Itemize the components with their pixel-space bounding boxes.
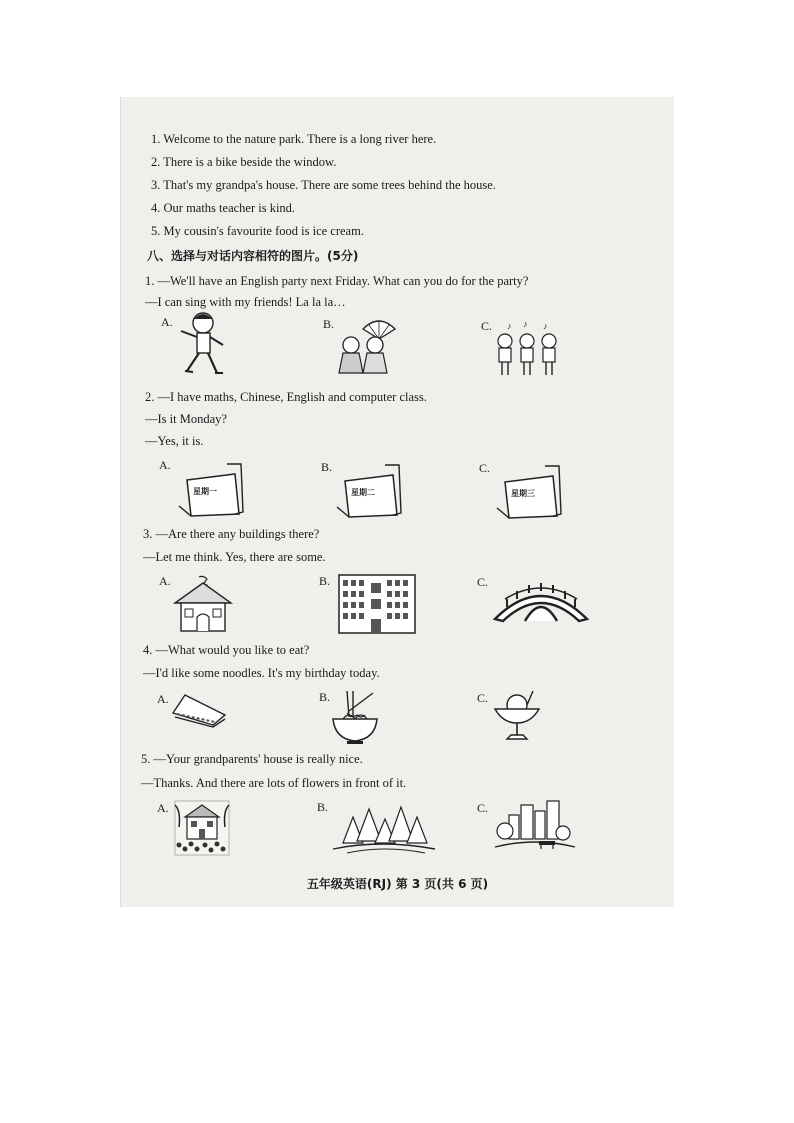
calendar-tuesday-icon	[335, 463, 403, 519]
q4-line-2: —I'd like some noodles. It's my birthday today.	[143, 666, 380, 680]
sandwich-icon	[171, 693, 227, 729]
calendar-label: 星期二	[351, 488, 375, 497]
q1-option-c[interactable]: C.	[481, 319, 493, 333]
q3-line-1: 3. —Are there any buildings there?	[143, 527, 320, 541]
q5-option-b[interactable]: B.	[317, 800, 329, 814]
calendar-monday-icon	[177, 462, 245, 518]
q3-line-2: —Let me think. Yes, there are some.	[143, 550, 326, 564]
stone-bridge-icon	[493, 579, 589, 625]
q2-line-1: 2. —I have maths, Chinese, English and computer class.	[145, 390, 427, 404]
q5-line-1: 5. —Your grandparents' house is really nice.	[141, 752, 363, 766]
q1-line-2: —I can sing with my friends! La la la…	[145, 295, 346, 309]
city-park-icon	[493, 797, 577, 859]
q5-line-2: —Thanks. And there are lots of flowers in front of it.	[141, 776, 407, 790]
statement-2: 2. There is a bike beside the window.	[151, 155, 337, 169]
apartment-building-icon	[337, 573, 417, 635]
q3-option-b[interactable]: B.	[319, 574, 331, 588]
statement-3: 3. That's my grandpa's house. There are some trees behind the house.	[151, 178, 496, 192]
q1-option-b[interactable]: B.	[323, 317, 335, 331]
q4-option-b[interactable]: B.	[319, 690, 331, 704]
calendar-wednesday-icon	[495, 464, 563, 520]
cottage-icon	[173, 575, 235, 635]
q1-option-a[interactable]: A.	[161, 315, 173, 329]
singing-children-icon	[493, 319, 565, 377]
q2-option-b[interactable]: B.	[321, 460, 333, 474]
q4-option-c[interactable]: C.	[477, 691, 489, 705]
pine-forest-icon	[331, 799, 437, 855]
page-footer: 五年级英语(RJ) 第 3 页(共 6 页)	[306, 877, 489, 891]
q2-option-a[interactable]: A.	[159, 458, 171, 472]
q1-line-1: 1. —We'll have an English party next Friday. What can you do for the party?	[145, 274, 529, 288]
section-title: 八、选择与对话内容相符的图片。(5分)	[147, 249, 359, 263]
fan-dancers-icon	[333, 317, 405, 379]
noodle-bowl-icon	[329, 689, 381, 745]
q2-line-3: —Yes, it is.	[145, 434, 204, 448]
q3-option-c[interactable]: C.	[477, 575, 489, 589]
calendar-label: 星期三	[511, 489, 535, 498]
q4-line-1: 4. —What would you like to eat?	[143, 643, 310, 657]
q2-option-c[interactable]: C.	[479, 461, 491, 475]
q5-option-c[interactable]: C.	[477, 801, 489, 815]
svg-text:♪: ♪	[543, 321, 548, 331]
statement-5: 5. My cousin's favourite food is ice cream.	[151, 224, 364, 238]
exam-page	[120, 97, 674, 907]
statement-4: 4. Our maths teacher is kind.	[151, 201, 296, 215]
q5-option-a[interactable]: A.	[157, 801, 169, 815]
q2-line-2: —Is it Monday?	[145, 412, 227, 426]
ice-cream-sundae-icon	[493, 689, 545, 743]
house-with-flowers-icon	[171, 797, 233, 859]
q3-option-a[interactable]: A.	[159, 574, 171, 588]
calendar-label: 星期一	[193, 487, 217, 496]
statement-1: 1. Welcome to the nature park. There is a long river here.	[151, 132, 437, 146]
q4-option-a[interactable]: A.	[157, 692, 169, 706]
kungfu-boy-icon	[173, 309, 227, 379]
svg-text:♪: ♪	[507, 321, 512, 331]
svg-text:♪: ♪	[523, 319, 528, 329]
